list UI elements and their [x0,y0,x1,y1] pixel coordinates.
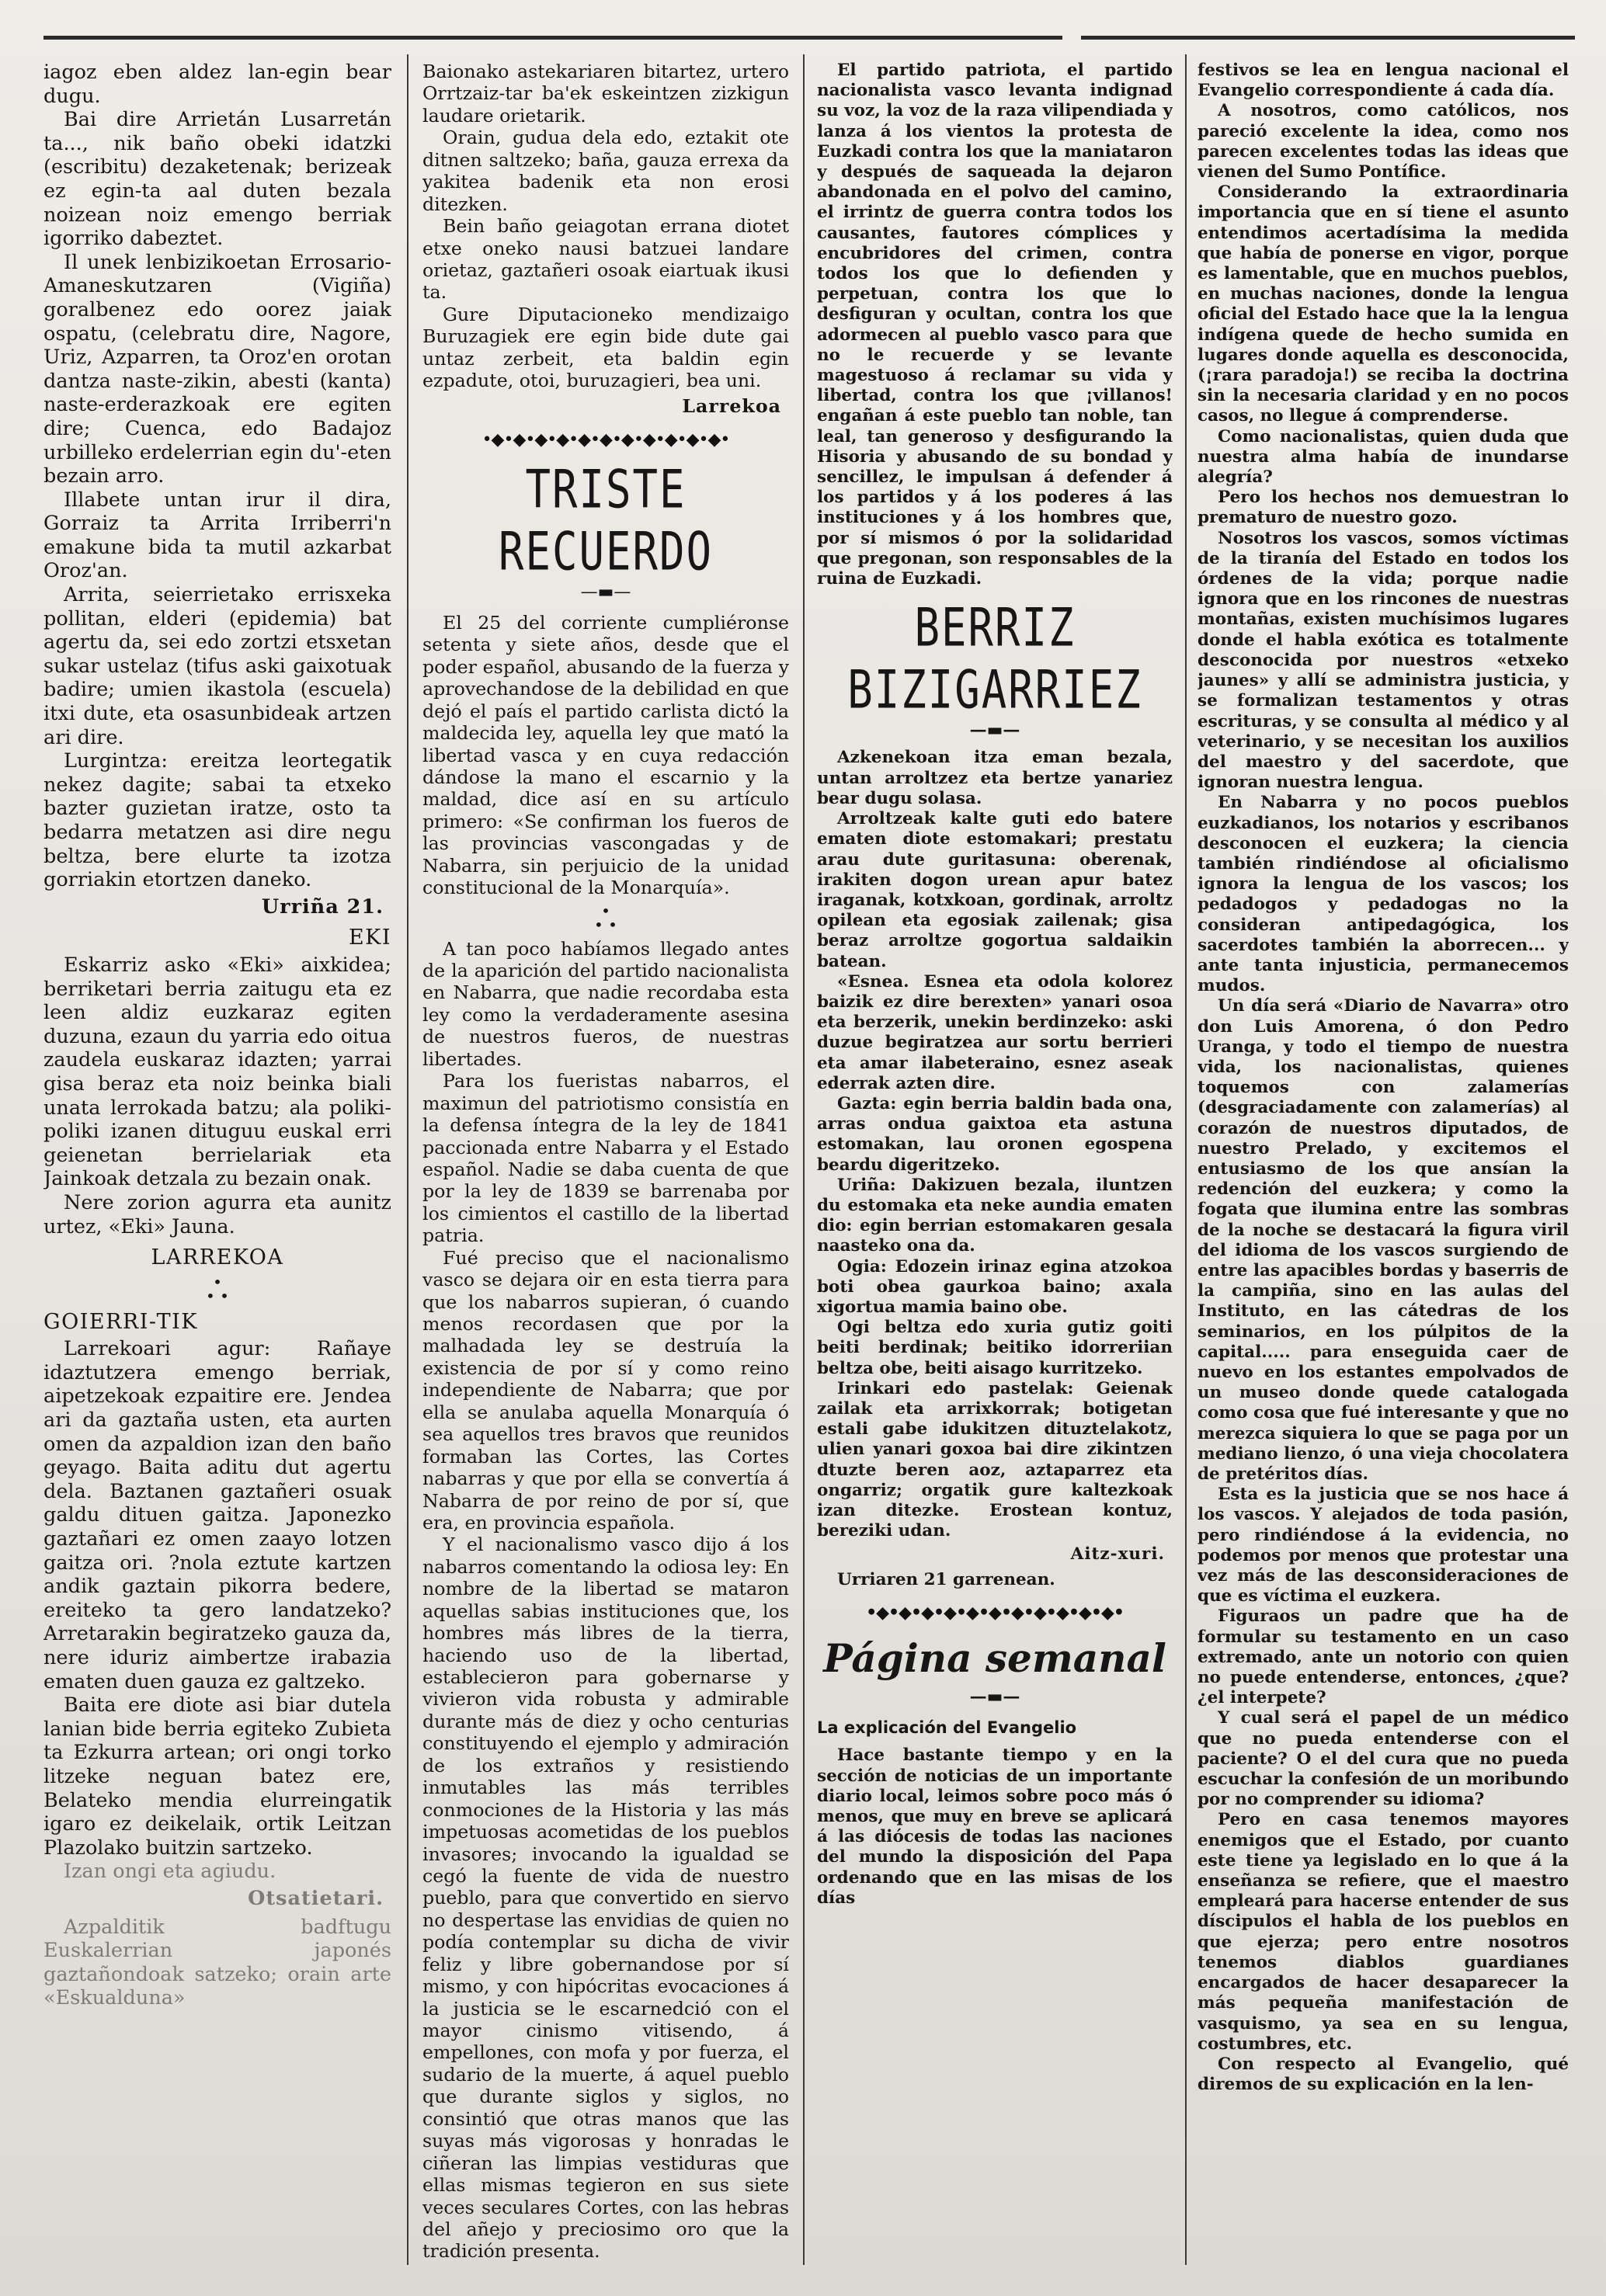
paragraph: Nere zorion agurra eta aunitz urtez, «Eki» Jauna. [43,1190,391,1238]
paragraph: Como nacionalistas, quien duda que nuestra alma había de inundarse alegría? [1198,426,1569,488]
paragraph: El partido patriota, el partido nacionalista vasco levanta indignad su voz, la voz de la raza vilipendiada y lanza á los vientos la protesta de Euzkadi contra los que la maniataron y después de saqueada la dejaron abandonada en el polvo del camino, el irrintz de guerra contra todos los causantes, fautores cómplices y encubridores del crimen, contra todos los que lo defienden y perpetuan, contra los que lo desfiguran y ocultan, contra los que adormecen al pueblo vasco para que no le recuerde y se levante magestuoso á reclamar su vida y libertad, contra los que ¡villanos! engañan á este pueblo tan noble, tan leal, tan generoso y desfigurando la Hisoria y abusando de su bondad y sencillez, le impulsan á defender á los partidos y á los poderes á las instituciones y á los hombres que, por sí mismos ó por la solidaridad que pregonan, son responsables de la ruina de Euzkadi. [817,61,1173,589]
column-4 [1198,61,1569,2265]
column-1 [43,61,391,2265]
paragraph: El 25 del corriente cumpliéronse setenta y siete años, desde que el poder español, abusando de la fuerza y aprovechandose de la debilidad en que dejó el país el partido carlista dictó la maldecida ley, aquella ley que mató la libertad vasca y en cuya redacción dándose la mano el escarnio y la maldad, dice así en su artículo primero: «Se confirman los fueros de las provincias vascongadas y de Nabarra, sin perjuicio de la unidad constitucional de la Monarquía». [422,611,789,899]
paragraph: En Nabarra y no pocos pueblos euzkadianos, los notarios y escribanos desconocen el euzkera; la ciencia también rindiéndose al oficialismo ignora la lengua de los vascos; los pedadogos y pedadogas no la consideran antipedagógica, los sacerdotes también la aborrecen... y ante tanta injusticia, permanecemos mudos. [1198,793,1569,996]
asterism-divider: • • • [206,1272,229,1305]
column-divider-1 [407,54,408,2265]
paragraph: Gazta: egin berria baldin bada ona, arras ondua gaixtoa eta astuna estomakan, lau oronen egospena beardu digeritzeko. [817,1093,1173,1175]
paragraph: Azpalditik badftugu Euskalerrian japonés gaztañondoak satzeko; orain arte «Eskualduna» [43,1915,391,2010]
byline: Otsatietari. [248,1886,384,1910]
paragraph: Larrekoari agur: Rañaye idaztutzera emengo berriak, aipetzekoak ezpaitire ere. Jendea ari da gaztaña usten, eta aurten omen da azpaldion izan den baño geyago. Baita aditu dut agertu dela. Baztanen gaztañeri osuak galdu dituen gaitza. Japonezko gaztañari ez omen zaayo lotzen gaitza ori. ?nola eztute kartzen andik gaztain pikorra bedere, ereiteko ta gero landatzeko? Arretarakin begiratzeko gauza da, nere iduriz aimbertze irabazia ematen duen gauza ez galtzeko. [43,1337,391,1693]
paragraph: Un día será «Diario de Navarra» otro don Luis Amorena, ó don Pedro Uranga, y todo el tiempo de nuestra vida, los nacionalistas, quienes toquemos con zalamerías (desgraciadamente con zalamerías) al corazón de nuestros diputados, de nuestro Prelado, y excitemos el entusiasmo de los que ansían la redención del euzkera; y como la fogata que ilumina entre las sombras de la noche se destacará la figura viril del idioma de los vascos surgiendo de entre las apacibles bordas y baserris de la campiña, sino en las aulas del Instituto, en las cátedras de los seminarios, en los púlpitos de la capital..... para enseguida caer de nuevo en los estantes empolvados de un museo donde quede catalogada como cosa que fué interesante y que no merezca siquiera lo que se paga por un mediano lienzo, ó una vieja chocolatera de pretéritos días. [1198,996,1569,1485]
paragraph: Uriña: Dakizuen bezala, iluntzen du estomaka eta neke aundia ematen dio: egin berrian estomakaren gesala naasteko ona da. [817,1175,1173,1256]
paragraph: Lurgintza: ereitza leortegatik nekez dagite; sabai ta etxeko bazter guzietan iratze, osto ta bedarra metatzen asi dire negu beltza, bere elurte ta izotza gorriakin etortzen daneko. [43,749,391,892]
byline: Urriña 21. [261,894,384,919]
paragraph: Azkenekoan itza eman bezala, untan arroltzez eta bertze yanariez bear dugu solasa. [817,748,1173,808]
paragraph: Con respecto al Evangelio, qué diremos de su explicación en la len- [1198,2054,1569,2095]
paragraph: Baita ere diote asi biar dutela lanian bide berria egiteko Zubieta ta Ezkurra artean; ori ongi torko litzeke neguan batez ere, Belateko mendia elurreingatik igaro ez deikelaik, ortik Leitzan Plazolako buitzin sartzeko. [43,1693,391,1860]
section-heading: EKI [348,926,391,950]
paragraph: Arrita, seierrietako errisxeka pollitan, elderi (epidemia) bat agertu da, sei edo zortzi etsxetan sukar ustelaz (tifus aski gaixotuak badire; umien ikastola (escuela) itxi dute, eta osasunbideak artzen ari dire. [43,583,391,749]
paragraph: «Esnea. Esnea eta odola kolorez baizik ez dire berexten» yanari osoa eta berzerik, unekin berdinzeko: aski duzue begiratzea aur sortu berrieri eta amar ilabeteraino, esnez aseak ederrak azten dire. [817,971,1173,1093]
paragraph: Ogia: Edozein irinaz egina atzokoa boti obea gaurkoa baino; axala xigortua mamia baino obe. [817,1256,1173,1317]
section-heading: LARREKOA [151,1245,284,1270]
column-2 [422,61,789,2265]
headline-rule: —▬— [580,582,631,603]
paragraph: Figuraos un padre que ha de formular su testamento en un caso extremado, ante un notorio con quien no puede entenderse, entonces, ¿que? ¿el interpete? [1198,1607,1569,1708]
asterism-divider: • • • [594,901,617,934]
paragraph: Y cual será el papel de un médico que no pueda entenderse con el paciente? O el del cura que no pueda escuchar la confesión de un moribundo por no comprender su idioma? [1198,1708,1569,1810]
paragraph: Hace bastante tiempo y en la sección de noticias de un importante diario local, leimos sobre poco más ó menos, que muy en breve se aplicará á las diócesis de todas las naciones del mundo la disposición del Papa ordenando que en las misas de los días [817,1745,1173,1908]
paragraph: Il unek lenbizikoetan Errosario-Amaneskutzaren (Vigiña) goralbenez edo oorez jaiak ospatu, (celebratu dire, Nagore, Uriz, Azparren, ta Oroz'en orotan dantza naste-zikin, abesti (kanta) naste-erderazkoak ere egiten dire; Cuenca, edo Badajoz urbilleko erdelerrian egin du'-eten bezain arro. [43,250,391,488]
paragraph: Urriaren 21 garrenean. [837,1569,1055,1589]
paragraph: iagoz eben aldez lan-egin bear dugu. [43,61,391,108]
paragraph: Fué preciso que el nacionalismo vasco se dejara oir en esta tierra para que los nabarros supieran, ó cuando menos recordasen que por la malhadada ley se destruía la existencia de por sí y como reino independiente de Nabarra; que por ella se anulaba aquella Monarquía ó sea aquellos tres bravos que reunidos formaban las Cortes, las Cortes nabarras y que por ella se convertía á Nabarra de por reino de por sí, que era, en provincia española. [422,1246,789,1534]
headline-rule: —▬— [969,720,1020,741]
byline: Aitz-xuri. [1070,1544,1165,1565]
paragraph: Bein baño geiagotan errana diotet etxe oneko nausi batzuei landare orietaz, gaztañeri osoak eiartuak ikusi ta. [422,215,789,304]
article-subheadline: La explicación del Evangelio [817,1718,1077,1738]
paragraph: Irinkari edo pastelak: Geienak zailak eta arrixkorrak; botigetan estali gabe idukitzen dituztelakotz, ulien yanari goxoa bai dire zikintzen dtuzte beren aoz, aztaparrez eta ongarriz; orgatik gure kaltezkoak izan ditezke. Erostean kontuz, bereziki udan. [817,1378,1173,1541]
section-heading: GOIERRI-TIK [43,1309,198,1334]
paragraph: Bai dire Arrietán Lusarretán ta..., nik baño obeki idatzki (escribitu) dezaketenak; berizeak ez egin-ta aal duten bezala noizean noiz emengo berriak igorriko dabeztet. [43,108,391,251]
paragraph: Arroltzeak kalte guti edo batere ematen diote estomakari; prestatu arau dute guritasuna: oberenak, irakiten dogon urean apur batez iraganak, kotxkoan, gordinak, arroltz opilean eta egosiak zailenak; gisa beraz arroltze gogortua saldaikin batean. [817,809,1173,971]
paragraph: Illabete untan irur il dira, Gorraiz ta Arrita Irriberri'n emakune bida ta mutil azkarbat Oroz'an. [43,488,391,583]
paragraph: Y el nacionalismo vasco dijo á los nabarros comentando la odiosa ley: En nombre de la libertad se mataron aquellas sabias instituciones que, los hombres más libres de la tierra, haciendo uso de la libertad, establecieron para gobernarse y vivieron vida robusta y admirable durante más de diez y ocho centurias constituyendo el ejemplo y admiración de los extraños y resistiendo inmutables las más terribles conmociones de la Historia y las más impetuosas acometidas de los pueblos invasores; invocando la igualdad se cegó la fuente de vida de nuestro pueblo, para que convertido en siervo no despertase las envidias de quien no podía contemplar su dicha de vivir feliz y libre gobernandose por sí mismo, y con hipócritas evocaciones á la justicia se le escarnedció con el mayor cinismo vitisendo, á empellones, con mofa y por fuerza, el sudario de la muerte, á aquel pueblo que durante siglos y siglos, no consintió que otras manos que las suyas más vigorosas y honradas le ciñeran las limpias vestiduras que ellas mismas tegieron en sus siete veces seculares Cortes, con las hebras del añejo y preciosimo oro que la tradición presenta. [422,1534,789,2263]
paragraph: Para los fueristas nabarros, el maximun del patriotismo consistía en la defensa íntegra de la ley de 1841 paccionada entre Nabarra y el Estado español. Nadie se daba cuenta de que por la ley de 1839 se barrenaba por los cimientos el castillo de la libertad patria. [422,1070,789,1247]
paragraph: A nosotros, como católicos, nos pareció excelente la idea, como nos parecen excelentes todas las ideas que vienen del Sumo Pontífice. [1198,101,1569,182]
paragraph: Gure Diputacioneko mendizaigo Buruzagiek ere egin bide dute gai untaz zerbeit, eta baldin egin ezpadute, otoi, buruzagieri, bea uni. [422,303,789,392]
paragraph: Baionako astekariaren bitartez, urtero Orrtzaiz-tar ba'ek eskeintzen zizkigun laudare orietarik. [422,61,789,127]
headline-rule: —▬— [969,1686,1020,1707]
paragraph: Esta es la justicia que se nos hace á los vascos. Y alejados de toda pasión, pero rindiéndose á la evidencia, no podemos por menos que protestar una vez más de las desconsideraciones de que es víctima el euzkera. [1198,1485,1569,1607]
ornamental-divider: •◆•◆•◆•◆•◆•◆•◆•◆•◆•◆•◆• [481,430,730,450]
column-3 [817,61,1173,2265]
page-section-title: Página semanal [823,1635,1166,1682]
top-rule-left [43,36,1062,40]
top-rule-right [1081,36,1575,40]
paragraph: Orain, gudua dela edo, eztakit ote ditnen saltzeko; baña, gauza errexa da yakitea badenik eta non erosi ditezken. [422,127,789,215]
article-headline: BERRIZ BIZIGARRIEZ [847,597,1142,721]
column-divider-2 [803,54,805,2265]
paragraph: Nosotros los vascos, somos víctimas de la tiranía del Estado en todos los órdenes de la vida; porque nadie ignora que en los rincones de nuestras montañas, existen muchísimos lugares donde el habla exótica es totalmente desconocida por nuestros «etxeko jaunes» y allí se administra justicia, y se formalizan testamentos y otras escrituras, y se consulta al médico y al veterinario, y se necesitan los auxilios del maestro y del sacerdote, que ignoran nuestra lengua. [1198,528,1569,793]
paragraph: Considerando la extraordinaria importancia que en sí tiene el asunto entendimos acertadísima la medida que había de ponerse en vigor, porque es lamentable, que en muchos pueblos, en muchas naciones, donde la lengua oficial del Estado hace que la la lengua indígena quede de hecho sumida en lugares donde aquella es desconocida, (¡rara paradoja!) se reciba la doctrina sin la necesaria claridad y en no pocos casos, no llegue á comprenderse. [1198,182,1569,426]
paragraph: Pero en casa tenemos mayores enemigos que el Estado, por cuanto este tiene ya legislado en lo que á la enseñanza se refiere, que el maestro empleará para hacerse entender de sus díscipulos el habla de los pueblos en que ejerza; pero entre nosotros tenemos diablos guardianes encargados de hacer desaparecer la más pequeña manifestación de vasquismo, ya sea en su lengua, costumbres, etc. [1198,1810,1569,2054]
ornamental-divider: •◆•◆•◆•◆•◆•◆•◆•◆•◆•◆•◆• [866,1602,1124,1623]
paragraph: festivos se lea en lengua nacional el Evangelio correspondiente á cada día. [1198,61,1569,101]
paragraph: A tan poco habíamos llegado antes de la aparición del partido nacionalista en Nabarra, que nadie recordaba esta ley como la verdaderamente asesina de nuestros fueros, de nuestras libertades. [422,937,789,1070]
paragraph: Pero los hechos nos demuestran lo prematuro de nuestro gozo. [1198,488,1569,528]
paragraph: Izan ongi eta agiudu. [64,1860,276,1884]
byline: Larrekoa [682,394,781,417]
column-divider-3 [1185,54,1187,2265]
article-headline: TRISTE RECUERDO [498,459,714,583]
paragraph: Ogi beltza edo xuria gutiz goiti beiti berdinak; beitiko idorreriian beltza obe, beiti aisago kurritzeko. [817,1318,1173,1378]
paragraph: Eskarriz asko «Eki» aixkidea; berriketari berria zaitugu eta ez leen aldiz euzkaraz egiten duzuna, ezaun du yarria edo oitua zaudela euskaraz idazten; yarrai gisa beraz eta noiz beinka biali unata lerrokada batzu; ala poliki-poliki izanen dituguu euskal erri geienetan berrielariak eta Jainkoak detzala zu bezain onak. [43,953,391,1191]
